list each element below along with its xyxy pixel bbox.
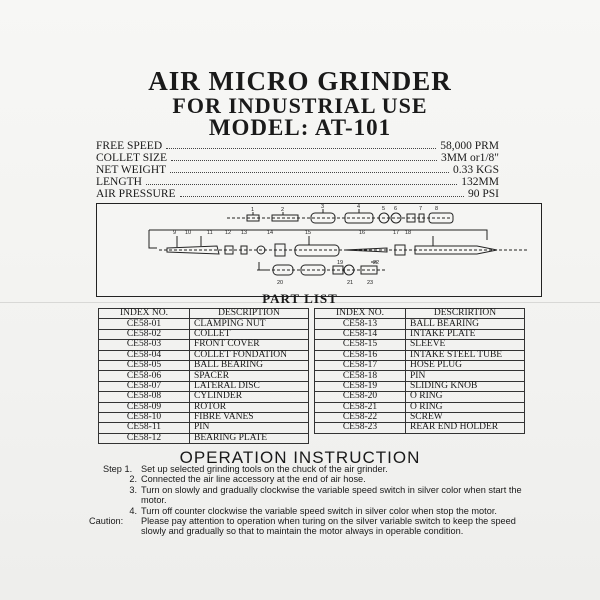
index-cell: CE58-10 — [99, 412, 190, 422]
spec-label: COLLET SIZE — [96, 152, 168, 164]
column-header-description: DESCRIPTION — [190, 309, 309, 319]
description-cell: PIN — [190, 423, 309, 433]
exploded-view-drawing — [97, 204, 541, 296]
operation-title: OPERATION INSTRUCTION — [179, 448, 421, 467]
step-number: 2. — [129, 474, 137, 485]
index-cell: CE58-13 — [315, 319, 406, 329]
index-cell: CE58-18 — [315, 371, 406, 381]
description-cell: SLIDING KNOB — [406, 381, 525, 391]
table-row — [315, 423, 525, 433]
index-cell: CE58-09 — [99, 402, 190, 412]
table-row — [99, 433, 309, 443]
description-cell: O RING — [406, 402, 525, 412]
spec-label: LENGTH — [96, 176, 142, 188]
table-row — [315, 402, 525, 412]
table-row — [315, 381, 525, 391]
description-cell: PIN — [406, 371, 525, 381]
callout-label: 9 — [173, 230, 177, 236]
column-header-description: DESCRIRTION — [406, 309, 525, 319]
step-label: Step — [103, 464, 122, 474]
product-title: AIR MICRO GRINDER — [148, 66, 452, 96]
spec-value: 90 PSI — [468, 188, 499, 200]
table-row — [315, 319, 525, 329]
index-cell: CE58-19 — [315, 381, 406, 391]
description-cell: INTAKE PLATE — [406, 329, 525, 339]
spec-label: NET WEIGHT — [96, 164, 167, 176]
spec-value: 3MM or1/8" — [440, 152, 499, 164]
table-header-row — [99, 309, 309, 319]
callout-label: 6 — [394, 206, 398, 212]
table-row — [99, 329, 309, 339]
spec-label: FREE SPEED — [96, 140, 163, 152]
dot-leader — [170, 172, 449, 173]
callout-label: 23 — [367, 280, 374, 286]
spec-value: 58,000 PRM — [440, 140, 499, 152]
description-cell: COLLET FONDATION — [190, 350, 309, 360]
callout-label: 10 — [185, 230, 192, 236]
table-row — [99, 392, 309, 402]
table-row — [99, 350, 309, 360]
index-cell: CE58-21 — [315, 402, 406, 412]
description-cell: FRONT COVER — [190, 340, 309, 350]
spec-value: 132MM — [461, 176, 499, 188]
part-list-title: PART LIST — [262, 291, 338, 306]
table-row — [99, 319, 309, 329]
index-cell: CE58-11 — [99, 423, 190, 433]
table-row — [315, 329, 525, 339]
dot-leader — [180, 196, 464, 197]
index-cell: CE58-15 — [315, 340, 406, 350]
description-cell: SLEEVE — [406, 340, 525, 350]
table-row — [99, 402, 309, 412]
callout-label: 1 — [251, 207, 255, 213]
table-row — [99, 360, 309, 370]
description-cell: LATERAL DISC — [190, 381, 309, 391]
index-cell: CE58-16 — [315, 350, 406, 360]
callout-label: 22 — [373, 260, 380, 266]
index-cell: CE58-17 — [315, 360, 406, 370]
spec-row — [96, 164, 499, 176]
table-row — [315, 392, 525, 402]
spec-value: 0.33 KGS — [452, 164, 499, 176]
step-text: Turn on slowly and gradually clockwise the variable speed switch in silver color when start the motor. — [141, 484, 522, 506]
step-text: Turn off counter clockwise the variable speed switch in silver color when stop the motor. — [141, 505, 497, 516]
caution-text: Please pay attention to operation when turing on the silver variable switch to keep the speed slowly and gradually so that to maintain the motor always in operable condition. — [141, 516, 516, 537]
dot-leader — [146, 184, 457, 185]
index-cell: CE58-01 — [99, 319, 190, 329]
table-row — [315, 360, 525, 370]
callout-label: 21 — [347, 280, 354, 286]
description-cell: INTAKE STEEL TUBE — [406, 350, 525, 360]
description-cell: FIBRE VANES — [190, 412, 309, 422]
callout-label: 7 — [419, 206, 423, 212]
index-cell: CE58-05 — [99, 360, 190, 370]
dot-leader — [171, 160, 437, 161]
instruction-step — [103, 464, 543, 474]
description-cell: REAR END HOLDER — [406, 423, 525, 433]
model-number: MODEL: AT-101 — [208, 115, 392, 140]
description-cell: BALL BEARING — [406, 319, 525, 329]
spec-list — [96, 140, 499, 200]
description-cell: BALL BEARING — [190, 360, 309, 370]
index-cell: CE58-04 — [99, 350, 190, 360]
operation-instructions — [89, 464, 543, 537]
index-cell: CE58-14 — [315, 329, 406, 339]
index-cell: CE58-23 — [315, 423, 406, 433]
index-cell: CE58-12 — [99, 433, 190, 443]
column-header-index: INDEX NO. — [315, 309, 406, 319]
callout-label: 16 — [359, 230, 366, 236]
callout-label: 2 — [281, 207, 285, 213]
index-cell: CE58-03 — [99, 340, 190, 350]
spec-row — [96, 176, 499, 188]
table-row — [99, 412, 309, 422]
part-list-table-right — [314, 308, 525, 434]
table-row — [99, 423, 309, 433]
index-cell: CE58-20 — [315, 392, 406, 402]
callout-label: 3 — [321, 204, 325, 210]
table-row — [315, 371, 525, 381]
step-text: Set up selected grinding tools on the chuck of the air grinder. — [141, 464, 388, 474]
exploded-view-diagram — [96, 203, 542, 297]
callout-label: 5 — [382, 206, 386, 212]
callout-label: 11 — [207, 230, 213, 236]
spec-row — [96, 188, 499, 200]
callout-label: 20 — [277, 280, 284, 286]
description-cell: ROTOR — [190, 402, 309, 412]
table-row — [99, 340, 309, 350]
spec-row — [96, 152, 499, 164]
callout-label: 4 — [357, 204, 361, 210]
table-row — [315, 340, 525, 350]
caution-note — [89, 516, 543, 537]
index-cell: CE58-22 — [315, 412, 406, 422]
column-header-index: INDEX NO. — [99, 309, 190, 319]
table-row — [315, 412, 525, 422]
caution-label: Caution: — [89, 516, 124, 527]
step-number: 1. — [124, 464, 133, 474]
description-cell: BEARING PLATE — [190, 433, 309, 443]
index-cell: CE58-07 — [99, 381, 190, 391]
callout-label: 8 — [435, 206, 439, 212]
description-cell: CLAMPING NUT — [190, 319, 309, 329]
dot-leader — [166, 148, 436, 149]
description-cell: HOSE PLUG — [406, 360, 525, 370]
callout-label: 15 — [305, 230, 312, 236]
instruction-step — [103, 485, 543, 506]
table-row — [99, 381, 309, 391]
index-cell: CE58-02 — [99, 329, 190, 339]
description-cell: SPACER — [190, 371, 309, 381]
product-subtitle: FOR INDUSTRIAL USE — [172, 93, 428, 118]
index-cell: CE58-06 — [99, 371, 190, 381]
callout-label: 14 — [267, 230, 274, 236]
step-number: 3. — [129, 484, 137, 495]
description-cell: O RING — [406, 392, 525, 402]
callout-label: 17 — [393, 230, 400, 236]
part-list-table-left — [98, 308, 309, 444]
table-row — [99, 371, 309, 381]
step-text: Connected the air line accessory at the end of air hose. — [141, 474, 366, 485]
instruction-step — [103, 506, 543, 516]
instruction-step — [103, 474, 543, 484]
description-cell: CYLINDER — [190, 392, 309, 402]
index-cell: CE58-08 — [99, 392, 190, 402]
description-cell: COLLET — [190, 329, 309, 339]
callout-label: 19 — [337, 260, 344, 266]
step-number: 4. — [129, 505, 137, 516]
table-row — [315, 350, 525, 360]
spec-row — [96, 140, 499, 152]
callout-label: 12 — [225, 230, 232, 236]
spec-label: AIR PRESSURE — [96, 188, 176, 200]
callout-label: 18 — [405, 230, 412, 236]
description-cell: SCREW — [406, 412, 525, 422]
callout-label: 13 — [241, 230, 248, 236]
table-header-row — [315, 309, 525, 319]
